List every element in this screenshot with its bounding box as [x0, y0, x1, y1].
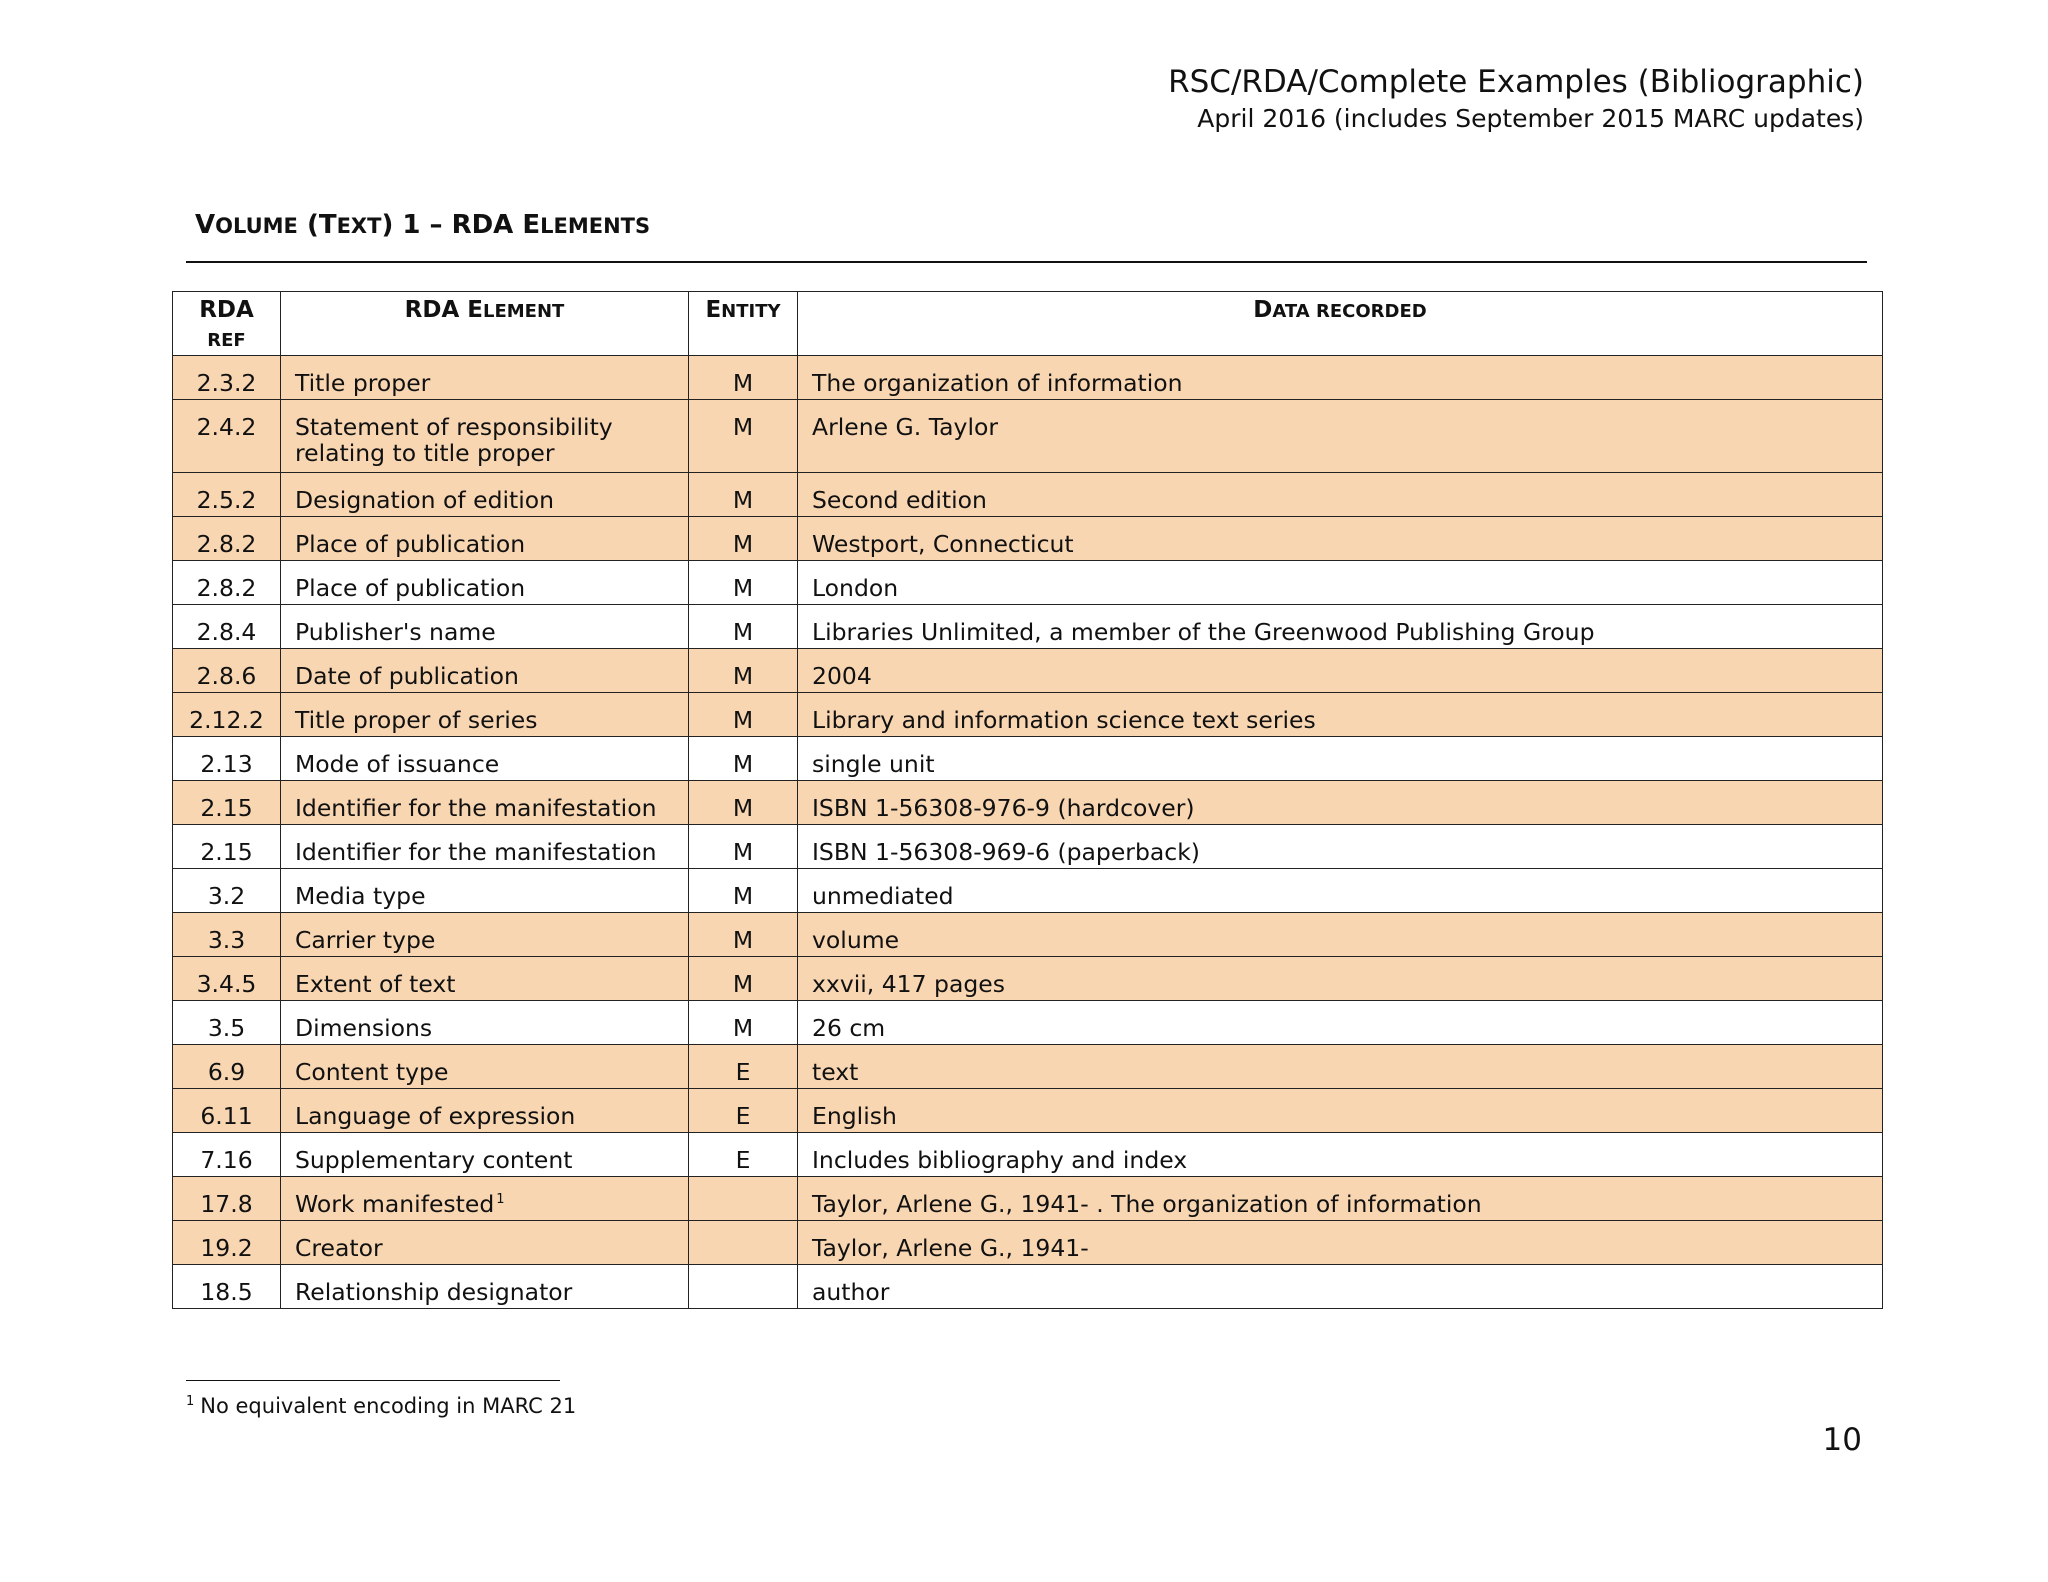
cell-data-recorded: Library and information science text series — [798, 693, 1883, 737]
table-row — [173, 1133, 1883, 1177]
table-row — [173, 913, 1883, 957]
section-heading: VOLUME (TEXT) 1 – RDA ELEMENTS — [195, 210, 651, 240]
rda-elements-table — [172, 291, 1883, 1309]
cell-rda-element: Statement of responsibility relating to title proper — [281, 400, 689, 473]
cell-rda-ref: 3.5 — [173, 1001, 281, 1045]
cell-rda-element: Relationship designator — [281, 1265, 689, 1309]
document-date: April 2016 (includes September 2015 MARC updates) — [1197, 104, 1864, 133]
cell-data-recorded: ISBN 1-56308-969-6 (paperback) — [798, 825, 1883, 869]
cell-data-recorded: ISBN 1-56308-976-9 (hardcover) — [798, 781, 1883, 825]
cell-rda-element: Designation of edition — [281, 473, 689, 517]
cell-data-recorded: Westport, Connecticut — [798, 517, 1883, 561]
table-row — [173, 561, 1883, 605]
cell-rda-ref: 2.8.2 — [173, 517, 281, 561]
cell-data-recorded: Includes bibliography and index — [798, 1133, 1883, 1177]
page-header — [1168, 62, 1864, 136]
table-row — [173, 1089, 1883, 1133]
cell-data-recorded: xxvii, 417 pages — [798, 957, 1883, 1001]
cell-entity: M — [689, 400, 798, 473]
cell-rda-element: Carrier type — [281, 913, 689, 957]
cell-entity: M — [689, 473, 798, 517]
cell-rda-element: Mode of issuance — [281, 737, 689, 781]
cell-rda-element: Title proper of series — [281, 693, 689, 737]
cell-rda-ref: 2.8.4 — [173, 605, 281, 649]
table-row — [173, 957, 1883, 1001]
cell-entity: M — [689, 605, 798, 649]
table-row — [173, 1265, 1883, 1309]
cell-rda-element: Content type — [281, 1045, 689, 1089]
table-row — [173, 356, 1883, 400]
cell-entity — [689, 1265, 798, 1309]
cell-rda-element: Identifier for the manifestation — [281, 781, 689, 825]
cell-data-recorded: volume — [798, 913, 1883, 957]
cell-entity — [689, 1221, 798, 1265]
cell-rda-ref: 2.13 — [173, 737, 281, 781]
cell-entity: M — [689, 957, 798, 1001]
cell-rda-ref: 6.11 — [173, 1089, 281, 1133]
table-row — [173, 869, 1883, 913]
cell-data-recorded: London — [798, 561, 1883, 605]
footnote-reference: 1 — [496, 1192, 505, 1208]
column-header-element: RDA ELEMENT — [281, 292, 689, 356]
table-row — [173, 1045, 1883, 1089]
cell-entity: M — [689, 781, 798, 825]
footnote-rule — [186, 1380, 560, 1381]
footnote — [186, 1392, 576, 1420]
cell-data-recorded: unmediated — [798, 869, 1883, 913]
cell-rda-element: Title proper — [281, 356, 689, 400]
cell-entity: M — [689, 737, 798, 781]
table-row — [173, 737, 1883, 781]
cell-rda-ref: 2.4.2 — [173, 400, 281, 473]
footnote-mark: 1 — [186, 1394, 195, 1409]
cell-rda-ref: 2.8.2 — [173, 561, 281, 605]
cell-data-recorded: 2004 — [798, 649, 1883, 693]
cell-rda-element: Place of publication — [281, 517, 689, 561]
footnote-text: No equivalent encoding in MARC 21 — [200, 1394, 577, 1418]
cell-entity: M — [689, 693, 798, 737]
cell-rda-ref: 2.15 — [173, 781, 281, 825]
cell-rda-ref: 2.8.6 — [173, 649, 281, 693]
cell-data-recorded: Taylor, Arlene G., 1941- — [798, 1221, 1883, 1265]
cell-data-recorded: Libraries Unlimited, a member of the Greenwood Publishing Group — [798, 605, 1883, 649]
column-header-entity: ENTITY — [689, 292, 798, 356]
cell-rda-ref: 3.2 — [173, 869, 281, 913]
cell-rda-ref: 7.16 — [173, 1133, 281, 1177]
cell-rda-element: Dimensions — [281, 1001, 689, 1045]
table-row — [173, 825, 1883, 869]
cell-entity: M — [689, 913, 798, 957]
table-header-row — [173, 292, 1883, 356]
cell-entity: E — [689, 1045, 798, 1089]
cell-rda-ref: 2.12.2 — [173, 693, 281, 737]
table-row — [173, 649, 1883, 693]
heading-rule — [186, 261, 1867, 263]
document-title: RSC/RDA/Complete Examples (Bibliographic) — [1168, 64, 1864, 100]
cell-rda-element: Publisher's name — [281, 605, 689, 649]
cell-rda-ref: 2.3.2 — [173, 356, 281, 400]
table-body — [173, 356, 1883, 1309]
cell-rda-element: Media type — [281, 869, 689, 913]
cell-rda-element: Date of publication — [281, 649, 689, 693]
cell-rda-element: Language of expression — [281, 1089, 689, 1133]
cell-rda-ref: 17.8 — [173, 1177, 281, 1221]
table-row — [173, 1001, 1883, 1045]
cell-rda-ref: 19.2 — [173, 1221, 281, 1265]
page-number: 10 — [1822, 1422, 1862, 1458]
cell-rda-ref: 18.5 — [173, 1265, 281, 1309]
table-row — [173, 473, 1883, 517]
table-row — [173, 605, 1883, 649]
table-row — [173, 693, 1883, 737]
cell-entity: E — [689, 1133, 798, 1177]
cell-data-recorded: Taylor, Arlene G., 1941- . The organization of information — [798, 1177, 1883, 1221]
cell-rda-element: Work manifested $^1$ — [281, 1177, 689, 1221]
cell-data-recorded: Arlene G. Taylor — [798, 400, 1883, 473]
cell-data-recorded: The organization of information — [798, 356, 1883, 400]
cell-rda-ref: 6.9 — [173, 1045, 281, 1089]
cell-rda-ref: 2.5.2 — [173, 473, 281, 517]
cell-data-recorded: English — [798, 1089, 1883, 1133]
cell-entity: M — [689, 561, 798, 605]
table-row — [173, 400, 1883, 473]
cell-entity: M — [689, 825, 798, 869]
cell-data-recorded: 26 cm — [798, 1001, 1883, 1045]
cell-data-recorded: Second edition — [798, 473, 1883, 517]
column-header-ref: RDA REF — [173, 292, 281, 356]
cell-rda-element: Supplementary content — [281, 1133, 689, 1177]
cell-rda-element: Identifier for the manifestation — [281, 825, 689, 869]
cell-entity: M — [689, 517, 798, 561]
cell-entity: M — [689, 869, 798, 913]
cell-data-recorded: author — [798, 1265, 1883, 1309]
table-row — [173, 1221, 1883, 1265]
cell-rda-element: Creator — [281, 1221, 689, 1265]
cell-rda-ref: 2.15 — [173, 825, 281, 869]
cell-entity — [689, 1177, 798, 1221]
column-header-data-recorded: DATA RECORDED — [798, 292, 1883, 356]
cell-entity: M — [689, 1001, 798, 1045]
table-row — [173, 517, 1883, 561]
cell-entity: M — [689, 649, 798, 693]
cell-data-recorded: text — [798, 1045, 1883, 1089]
cell-entity: E — [689, 1089, 798, 1133]
cell-rda-ref: 3.4.5 — [173, 957, 281, 1001]
cell-rda-element: Place of publication — [281, 561, 689, 605]
cell-entity: M — [689, 356, 798, 400]
cell-rda-element: Extent of text — [281, 957, 689, 1001]
table-row — [173, 781, 1883, 825]
cell-rda-ref: 3.3 — [173, 913, 281, 957]
cell-data-recorded: single unit — [798, 737, 1883, 781]
table-row — [173, 1177, 1883, 1221]
